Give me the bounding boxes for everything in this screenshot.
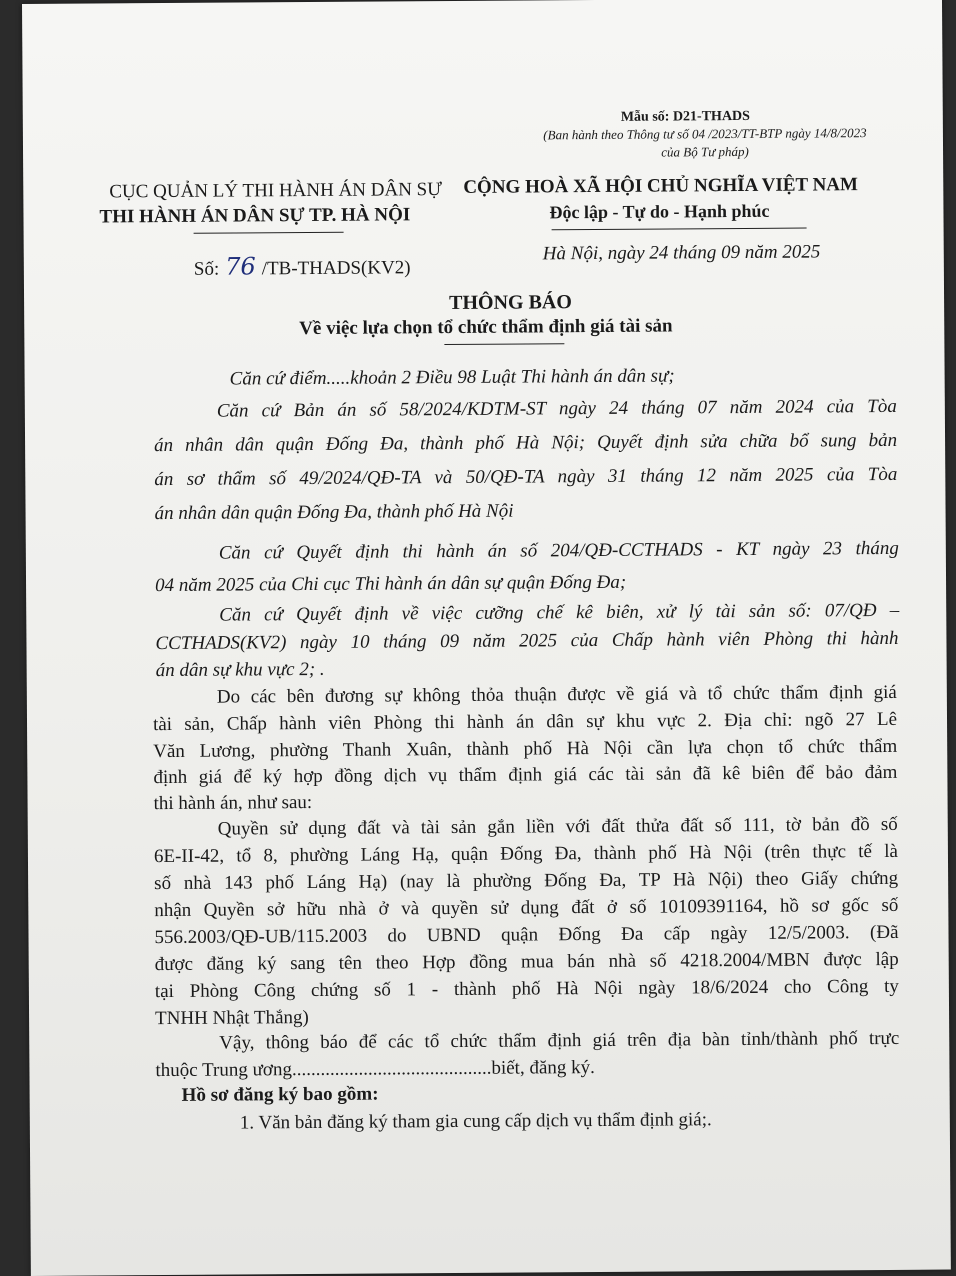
body-line: án nhân dân quận Đống Đa, thành phố Hà Nội; Quyết định sửa chữa bổ sung bản bbox=[154, 429, 898, 457]
agency-name: THI HÀNH ÁN DÂN SỰ TP. HÀ NỘI bbox=[99, 204, 411, 228]
body-line: TNHH Nhật Thắng) bbox=[155, 1007, 309, 1030]
document-subtitle: Về việc lựa chọn tổ chức thẩm định giá tài sản bbox=[299, 315, 673, 340]
body-line: 556.2003/QĐ-UB/115.2003 do UBND quận Đống Đa cấp ngày 12/5/2003. (Đã bbox=[154, 921, 899, 949]
subtitle-underline bbox=[444, 343, 564, 345]
nation-motto: Độc lập - Tự do - Hạnh phúc bbox=[549, 200, 770, 223]
body-line: án dân sự khu vực 2; . bbox=[155, 658, 325, 682]
body-line: án nhân dân quận Đống Đa, thành phố Hà Nội bbox=[154, 500, 514, 525]
document-page bbox=[22, 0, 951, 1276]
form-number: Mẫu số: D21-THADS bbox=[620, 108, 750, 125]
body-line: Quyền sử dụng đất và tài sản gắn liền với đất thửa đất số 111, tờ bản đồ số bbox=[217, 813, 898, 840]
list-item: 1. Văn bản đăng ký tham gia cung cấp dịch vụ thẩm định giá;. bbox=[239, 1109, 712, 1134]
body-line: nhận Quyền sở hữu nhà ở và quyền sử dụng đất ở số 10109391164, hồ sơ gốc số bbox=[154, 894, 899, 922]
doc-no-prefix: Số: bbox=[193, 258, 220, 280]
body-line: án sơ thẩm số 49/2024/QĐ-TA và 50/QĐ-TA ngày 31 tháng 12 năm 2025 của Tòa bbox=[154, 463, 898, 491]
body-line: CCTHADS(KV2) ngày 10 tháng 09 năm 2025 của Chấp hành viên Phòng thi hành bbox=[155, 627, 899, 655]
body-line: Căn cứ Quyết định về việc cưỡng chế kê biên, xử lý tài sản số: 07/QĐ – bbox=[219, 599, 900, 626]
body-line: tại Phòng Công chứng số 1 - thành phố Hà Nội ngày 18/6/2024 cho Công ty bbox=[154, 975, 899, 1003]
body-line: Căn cứ điểm.....khoản 2 Điều 98 Luật Thi hành án dân sự; bbox=[229, 365, 675, 390]
body-line: được đăng ký sang tên theo Hợp đồng mua bán nhà số 4218.2004/MBN được lập bbox=[154, 948, 899, 976]
body-line: Vậy, thông báo để các tổ chức thẩm định giá trên địa bàn tỉnh/thành phố trực bbox=[219, 1027, 900, 1054]
nation-title: CỘNG HOÀ XÃ HỘI CHỦ NGHĨA VIỆT NAM bbox=[463, 174, 858, 198]
body-line: Do các bên đương sự không thỏa thuận được về giá và tổ chức thẩm định giá bbox=[216, 681, 897, 708]
body-line: thuộc Trung ương..........................................biết, đăng ký. bbox=[155, 1057, 595, 1082]
body-line: 04 năm 2025 của Chi cục Thi hành án dân sự quận Đống Đa; bbox=[154, 571, 627, 597]
body-line: Căn cứ Quyết định thi hành án số 204/QĐ-CCTHADS - KT ngày 23 tháng bbox=[218, 537, 899, 564]
section-heading: Hồ sơ đăng ký bao gồm: bbox=[181, 1083, 379, 1106]
body-line: tài sản, Chấp hành viên Phòng thi hành án dân sự khu vực 2. Địa chỉ: ngõ 27 Lê bbox=[152, 708, 898, 736]
body-line: số nhà 143 phố Láng Hạ) (nay là phường Đống Đa, TP Hà Nội) theo Giấy chứng bbox=[154, 867, 899, 895]
document-title: THÔNG BÁO bbox=[449, 291, 572, 315]
doc-no-suffix: /TB-THADS(KV2) bbox=[261, 257, 411, 280]
handwritten-number: 76 bbox=[225, 252, 256, 281]
body-line: định giá để ký hợp đồng dịch vụ thẩm định giá các tài sản đã kê biên để bảo đảm bbox=[153, 761, 898, 789]
body-line: Căn cứ Bản án số 58/2024/KDTM-ST ngày 24 tháng 07 năm 2024 của Tòa bbox=[216, 395, 897, 422]
document-number bbox=[194, 251, 411, 281]
agency-parent: CỤC QUẢN LÝ THI HÀNH ÁN DÂN SỰ bbox=[109, 179, 443, 203]
agency-underline bbox=[194, 232, 344, 234]
motto-underline bbox=[552, 228, 807, 231]
body-line: 6E-II-42, tổ 8, phường Láng Hạ, quận Đống Đa, thành phố Hà Nội (trên thực tế là bbox=[153, 840, 899, 868]
body-line: thi hành án, như sau: bbox=[153, 791, 313, 815]
body-line: Văn Lương, phường Thanh Xuân, thành phố Hà Nội cần lựa chọn tổ chức thẩm bbox=[153, 735, 898, 763]
place-date: Hà Nội, ngày 24 tháng 09 năm 2025 bbox=[542, 241, 821, 265]
form-note: (Ban hành theo Thông tư số 04 /2023/TT-BTP ngày 14/8/2023 của Bộ Tư pháp) bbox=[543, 125, 867, 160]
